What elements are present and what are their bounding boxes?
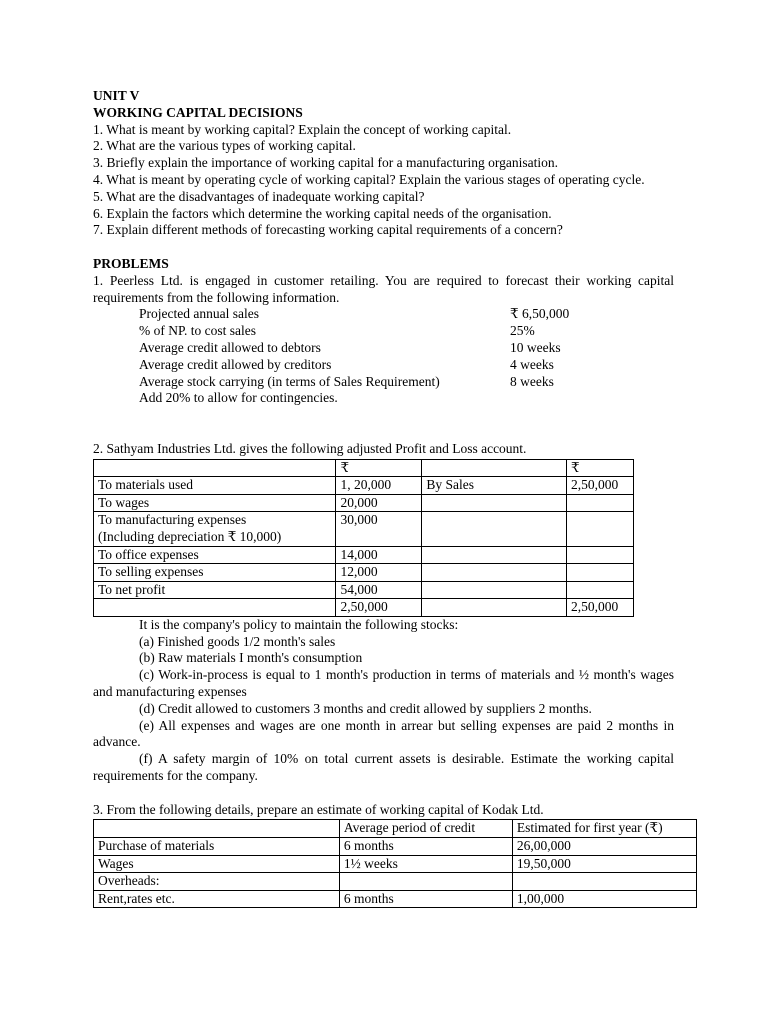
problem-2-intro: 2. Sathyam Industries Ltd. gives the following adjusted Profit and Loss account. (93, 440, 527, 456)
problem-1-info-list (139, 306, 674, 407)
info-row (139, 340, 674, 357)
table-row (94, 838, 697, 856)
table-cell: ₹ (567, 459, 634, 477)
table-cell: To office expenses (94, 546, 336, 564)
policy-item: (b) Raw materials I month's consumption (139, 650, 363, 666)
question-item: 2. What are the various types of working capital. (93, 138, 356, 154)
table-cell (567, 494, 634, 512)
table-cell (567, 512, 634, 546)
table-cell (422, 564, 567, 582)
table-cell: Wages (94, 855, 340, 873)
info-label: Projected annual sales (139, 306, 259, 322)
table-cell: To wages (94, 494, 336, 512)
info-row (139, 306, 674, 323)
table-row (94, 459, 634, 477)
table-cell: To net profit (94, 581, 336, 599)
unit-heading: UNIT V (93, 88, 140, 103)
table-cell: 1, 20,000 (336, 477, 422, 495)
question-item: 6. Explain the factors which determine the working capital needs of the organisation. (93, 205, 552, 221)
table-cell: 6 months (339, 838, 512, 856)
table-cell: 2,50,000 (336, 599, 422, 617)
info-value: ₹ 6,50,000 (510, 306, 570, 322)
table-row (94, 546, 634, 564)
table-cell: 2,50,000 (567, 599, 634, 617)
info-row (139, 357, 674, 374)
table-cell: Overheads: (94, 873, 340, 891)
table-cell: 54,000 (336, 581, 422, 599)
page-title: WORKING CAPITAL DECISIONS (93, 104, 303, 120)
question-item: 1. What is meant by working capital? Explain the concept of working capital. (93, 121, 512, 137)
info-row (139, 374, 674, 391)
table-cell (512, 873, 696, 891)
table-row (94, 873, 697, 891)
table-row (94, 599, 634, 617)
table-cell (567, 564, 634, 582)
contingency-note: Add 20% to allow for contingencies. (139, 390, 338, 406)
table-cell: 14,000 (336, 546, 422, 564)
question-list (93, 122, 674, 240)
info-value: 10 weeks (510, 339, 561, 355)
policy-items (93, 634, 674, 785)
table-cell (339, 873, 512, 891)
info-value: 25% (510, 323, 535, 339)
info-label: Average stock carrying (in terms of Sales Requirement) (139, 373, 440, 389)
table-cell (94, 459, 336, 477)
table-row (94, 564, 634, 582)
table-cell (422, 512, 567, 546)
problems-heading: PROBLEMS (93, 255, 169, 271)
table-cell (422, 599, 567, 617)
table-cell: 30,000 (336, 512, 422, 546)
policy-text: It is the company's policy to maintain the following stocks: (139, 616, 459, 632)
table-cell (422, 459, 567, 477)
info-label: % of NP. to cost sales (139, 323, 256, 339)
table-cell: By Sales (422, 477, 567, 495)
table-cell: Estimated for first year (₹) (512, 820, 696, 838)
table-cell: 26,00,000 (512, 838, 696, 856)
table-cell (422, 546, 567, 564)
table-cell (94, 599, 336, 617)
table-cell: 2,50,000 (567, 477, 634, 495)
info-label: Average credit allowed by creditors (139, 356, 332, 372)
table-cell: 19,50,000 (512, 855, 696, 873)
table-cell: 1½ weeks (339, 855, 512, 873)
question-item: 4. What is meant by operating cycle of working capital? Explain the various stages of operating cycle. (93, 171, 645, 187)
info-value: 8 weeks (510, 373, 554, 389)
policy-item: (c) Work-in-process is equal to 1 month's production in terms of materials and ½ month's wages and manufacturing expenses (93, 667, 674, 700)
table-row (94, 820, 697, 838)
info-value: 4 weeks (510, 356, 554, 372)
problem-3-intro: 3. From the following details, prepare an estimate of working capital of Kodak Ltd. (93, 801, 544, 817)
table-cell (94, 820, 340, 838)
table-cell: 1,00,000 (512, 890, 696, 908)
table-cell: Rent,rates etc. (94, 890, 340, 908)
table-row (94, 477, 634, 495)
table-cell (567, 581, 634, 599)
table-cell: To manufacturing expenses (Including depreciation ₹ 10,000) (94, 512, 336, 546)
table-row (94, 855, 697, 873)
table-cell: To selling expenses (94, 564, 336, 582)
table-cell (567, 546, 634, 564)
info-row (139, 323, 674, 340)
table-row (94, 494, 634, 512)
info-label: Average credit allowed to debtors (139, 339, 321, 355)
table-row (94, 581, 634, 599)
policy-item: (a) Finished goods 1/2 month's sales (139, 633, 336, 649)
table-cell: 20,000 (336, 494, 422, 512)
policy-item: (d) Credit allowed to customers 3 months and credit allowed by suppliers 2 months. (139, 700, 592, 716)
table-cell: ₹ (336, 459, 422, 477)
table-cell: Purchase of materials (94, 838, 340, 856)
table-row (94, 512, 634, 546)
table-cell: To materials used (94, 477, 336, 495)
table-cell: 6 months (339, 890, 512, 908)
table-cell: Average period of credit (339, 820, 512, 838)
problem-1-intro: 1. Peerless Ltd. is engaged in customer retailing. You are required to forecast their working capital requirements from the following information. (93, 272, 674, 305)
table-cell (422, 581, 567, 599)
policy-item: (e) All expenses and wages are one month in arrear but selling expenses are paid 2 months in advance. (93, 717, 674, 750)
working-capital-table (93, 819, 697, 908)
table-row (94, 890, 697, 908)
table-cell (422, 494, 567, 512)
table-cell: 12,000 (336, 564, 422, 582)
policy-item: (f) A safety margin of 10% on total current assets is desirable. Estimate the working capital requirements for the company. (93, 751, 674, 784)
question-item: 3. Briefly explain the importance of working capital for a manufacturing organisation. (93, 155, 558, 171)
profit-loss-table (93, 459, 634, 617)
question-item: 7. Explain different methods of forecasting working capital requirements of a concern? (93, 222, 563, 238)
question-item: 5. What are the disadvantages of inadequate working capital? (93, 188, 425, 204)
document-page (93, 88, 674, 908)
